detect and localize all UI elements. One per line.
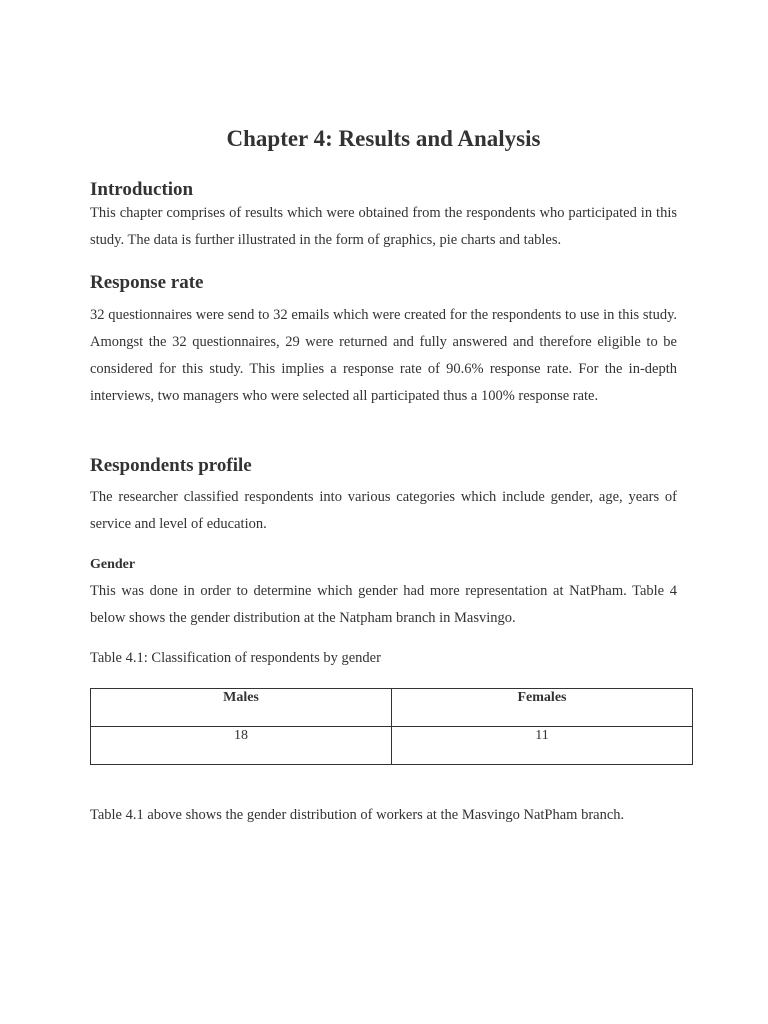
gender-paragraph: This was done in order to determine which gender had more representation at NatPham. Table 4 below shows the gender distribution at the Natpham branch in Masvingo. [90, 583, 677, 626]
response-rate-heading: Response rate [90, 272, 204, 293]
gender-heading: Gender [90, 557, 136, 572]
introduction-heading: Introduction [90, 179, 194, 200]
response-rate-paragraph: 32 questionnaires were send to 32 emails which were created for the respondents to use in this study. Amongst the 32 questionnaires, 29 were returned and fully answered and therefore eligible to be considered for this study. This implies a response rate of 90.6% response rate. For the in-depth interviews, two managers who were selected all participated thus a 100% response rate. [90, 307, 677, 404]
table-note: Table 4.1 above shows the gender distribution of workers at the Masvingo NatPham branch. [90, 807, 625, 823]
table-header-females: Females [392, 689, 693, 727]
chapter-title: Chapter 4: Results and Analysis [226, 126, 541, 151]
table-header-row [91, 689, 693, 727]
introduction-paragraph: This chapter comprises of results which were obtained from the respondents who participated in this study. The data is further illustrated in the form of graphics, pie charts and tables. [90, 205, 677, 248]
table-header-males: Males [91, 689, 392, 727]
table-row [91, 727, 693, 765]
respondents-profile-heading: Respondents profile [90, 455, 252, 476]
table-cell-males-count: 18 [91, 727, 392, 765]
table-caption: Table 4.1: Classification of respondents by gender [90, 650, 381, 666]
gender-table [90, 688, 693, 765]
respondents-profile-paragraph: The researcher classified respondents into various categories which include gender, age, years of service and level of education. [90, 489, 677, 532]
table-cell-females-count: 11 [392, 727, 693, 765]
